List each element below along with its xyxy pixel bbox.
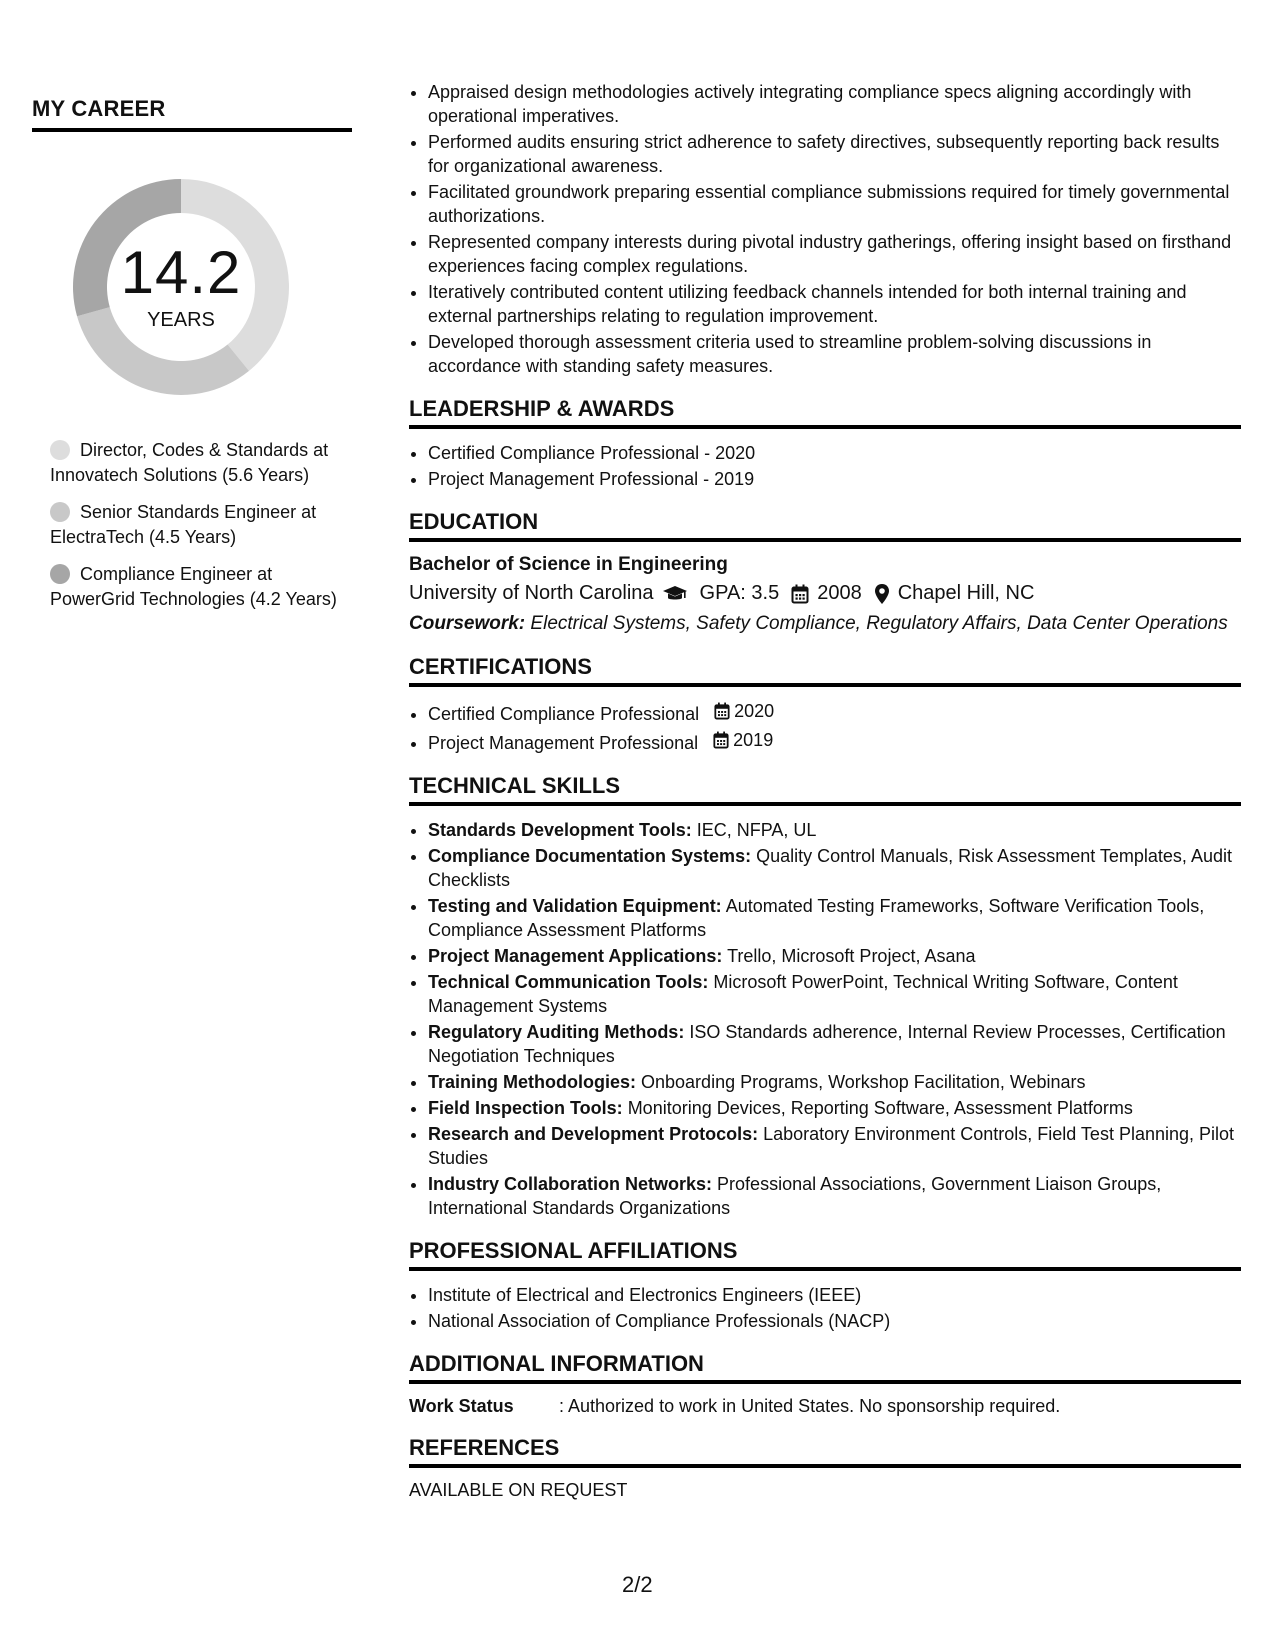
certification-name: Project Management Professional — [428, 733, 699, 753]
calendar-icon — [713, 731, 729, 749]
skill-value: Microsoft PowerPoint, Technical Writing Software, Content Management Systems — [428, 972, 1178, 1016]
skill-label: Industry Collaboration Networks: — [428, 1174, 713, 1194]
career-dot — [50, 564, 70, 584]
year-group — [791, 582, 862, 605]
skills-heading: TECHNICAL SKILLS — [409, 773, 1241, 806]
additional-section — [409, 1351, 1241, 1417]
skills-section — [409, 773, 1241, 1220]
degree-title: Bachelor of Science in Engineering — [409, 554, 728, 575]
school-name: University of North Carolina — [409, 582, 654, 604]
career-donut-chart — [66, 172, 296, 402]
education-section — [409, 509, 1241, 636]
experience-bullet: • Performed audits ensuring strict adherence to safety directives, subsequently reporting back results for organizational awareness. — [428, 130, 1241, 178]
certification-date — [713, 728, 773, 752]
certification-item — [428, 699, 1241, 726]
skill-value: Automated Testing Frameworks, Software Verification Tools, Compliance Assessment Platforms — [428, 896, 1205, 940]
skill-value: Onboarding Programs, Workshop Facilitation, Webinars — [641, 1072, 1086, 1092]
graduation-cap-icon — [662, 584, 688, 604]
work-status-value: : Authorized to work in United States. No sponsorship required. — [559, 1396, 1061, 1416]
career-item — [50, 438, 340, 488]
career-dot — [50, 440, 70, 460]
certifications-list — [409, 699, 1241, 755]
certifications-section — [409, 654, 1241, 755]
references-section — [409, 1435, 1241, 1501]
coursework-list: Electrical Systems, Safety Compliance, Regulatory Affairs, Data Center Operations — [530, 613, 1228, 634]
career-heading: MY CAREER — [32, 96, 352, 132]
experience-bullet: • Iteratively contributed content utilizing feedback channels intended for both internal training and external partnerships relating to regulation improvement. — [428, 280, 1241, 328]
calendar-icon — [714, 702, 730, 720]
career-item-label: Director, Codes & Standards at Innovatech Solutions (5.6 Years) — [50, 440, 329, 485]
career-item — [50, 500, 340, 550]
skill-label: Training Methodologies: — [428, 1072, 636, 1092]
affiliations-heading: PROFESSIONAL AFFILIATIONS — [409, 1238, 1241, 1271]
certification-year: 2019 — [733, 730, 774, 750]
education-heading: EDUCATION — [409, 509, 1241, 542]
experience-bullet: • Represented company interests during pivotal industry gatherings, offering insight based on firsthand experiences facing complex regulations. — [428, 230, 1241, 278]
total-years-unit: YEARS — [147, 308, 215, 331]
skill-item — [428, 818, 1241, 842]
affiliations-list — [409, 1283, 1241, 1333]
skill-label: Compliance Documentation Systems: — [428, 846, 752, 866]
school-location: Chapel Hill, NC — [897, 582, 1035, 604]
skill-label: Standards Development Tools: — [428, 820, 692, 840]
skill-value: Quality Control Manuals, Risk Assessment Templates, Audit Checklists — [428, 846, 1232, 890]
skill-label: Project Management Applications: — [428, 946, 723, 966]
career-sidebar — [32, 96, 352, 624]
certification-item — [428, 728, 1241, 755]
skill-label: Testing and Validation Equipment: — [428, 896, 722, 916]
skill-value: Monitoring Devices, Reporting Software, Assessment Platforms — [627, 1098, 1133, 1118]
calendar-icon — [791, 584, 809, 604]
affiliation-item: • National Association of Compliance Professionals (NACP) — [428, 1309, 1241, 1333]
skill-item — [428, 1070, 1241, 1094]
coursework — [409, 611, 1241, 636]
affiliations-section — [409, 1238, 1241, 1333]
skill-item — [428, 1122, 1241, 1170]
skill-value: Trello, Microsoft Project, Asana — [727, 946, 976, 966]
experience-bullet: • Developed thorough assessment criteria used to streamline problem-solving discussions in accordance with standing safety measures. — [428, 330, 1241, 378]
certification-year: 2020 — [734, 701, 775, 721]
leadership-item: • Certified Compliance Professional - 2020 — [428, 441, 1241, 465]
career-item-label: Compliance Engineer at PowerGrid Technologies (4.2 Years) — [50, 564, 337, 609]
skill-item — [428, 970, 1241, 1018]
experience-bullet: • Facilitated groundwork preparing essential compliance submissions required for timely governmental authorizations. — [428, 180, 1241, 228]
resume-main — [409, 80, 1241, 1501]
skill-value: Professional Associations, Government Liaison Groups, International Standards Organizations — [428, 1174, 1162, 1218]
skill-label: Regulatory Auditing Methods: — [428, 1022, 685, 1042]
skill-item — [428, 844, 1241, 892]
experience-bullets — [409, 80, 1241, 378]
donut-center — [66, 172, 296, 402]
leadership-item: • Project Management Professional - 2019 — [428, 467, 1241, 491]
skill-item — [428, 1096, 1241, 1120]
skill-value: ISO Standards adherence, Internal Review Processes, Certification Negotiation Techniques — [428, 1022, 1226, 1066]
skill-item — [428, 1172, 1241, 1220]
certifications-heading: CERTIFICATIONS — [409, 654, 1241, 687]
references-heading: REFERENCES — [409, 1435, 1241, 1468]
skill-item — [428, 1020, 1241, 1068]
affiliation-item: • Institute of Electrical and Electronics Engineers (IEEE) — [428, 1283, 1241, 1307]
coursework-label: Coursework: — [409, 613, 526, 634]
leadership-heading: LEADERSHIP & AWARDS — [409, 396, 1241, 429]
map-pin-icon — [874, 583, 890, 605]
gpa-group — [700, 582, 780, 605]
certification-date — [714, 699, 774, 723]
school-group — [409, 582, 688, 605]
location-group — [874, 582, 1035, 605]
education-meta — [409, 582, 1241, 605]
work-status-row — [409, 1396, 1241, 1417]
skill-value: Laboratory Environment Controls, Field Test Planning, Pilot Studies — [428, 1124, 1235, 1168]
graduation-year: 2008 — [817, 582, 862, 604]
skill-item — [428, 944, 1241, 968]
skill-value: IEC, NFPA, UL — [696, 820, 817, 840]
career-list — [50, 438, 340, 612]
career-dot — [50, 502, 70, 522]
work-status-label: Work Status — [409, 1396, 514, 1416]
experience-bullet: • Appraised design methodologies actively integrating compliance specs aligning accordingly with operational imperatives. — [428, 80, 1241, 128]
skills-list — [409, 818, 1241, 1220]
certification-name: Certified Compliance Professional — [428, 704, 700, 724]
skill-label: Technical Communication Tools: — [428, 972, 709, 992]
gpa-value: GPA: 3.5 — [699, 582, 780, 604]
references-text: AVAILABLE ON REQUEST — [409, 1480, 628, 1500]
career-item-label: Senior Standards Engineer at ElectraTech (4.5 Years) — [50, 502, 317, 547]
skill-label: Research and Development Protocols: — [428, 1124, 759, 1144]
page-number: 2/2 — [622, 1572, 653, 1597]
total-years-value: 14.2 — [120, 238, 242, 306]
leadership-list — [409, 441, 1241, 491]
skill-item — [428, 894, 1241, 942]
additional-heading: ADDITIONAL INFORMATION — [409, 1351, 1241, 1384]
skill-label: Field Inspection Tools: — [428, 1098, 623, 1118]
leadership-section — [409, 396, 1241, 491]
career-item — [50, 562, 340, 612]
